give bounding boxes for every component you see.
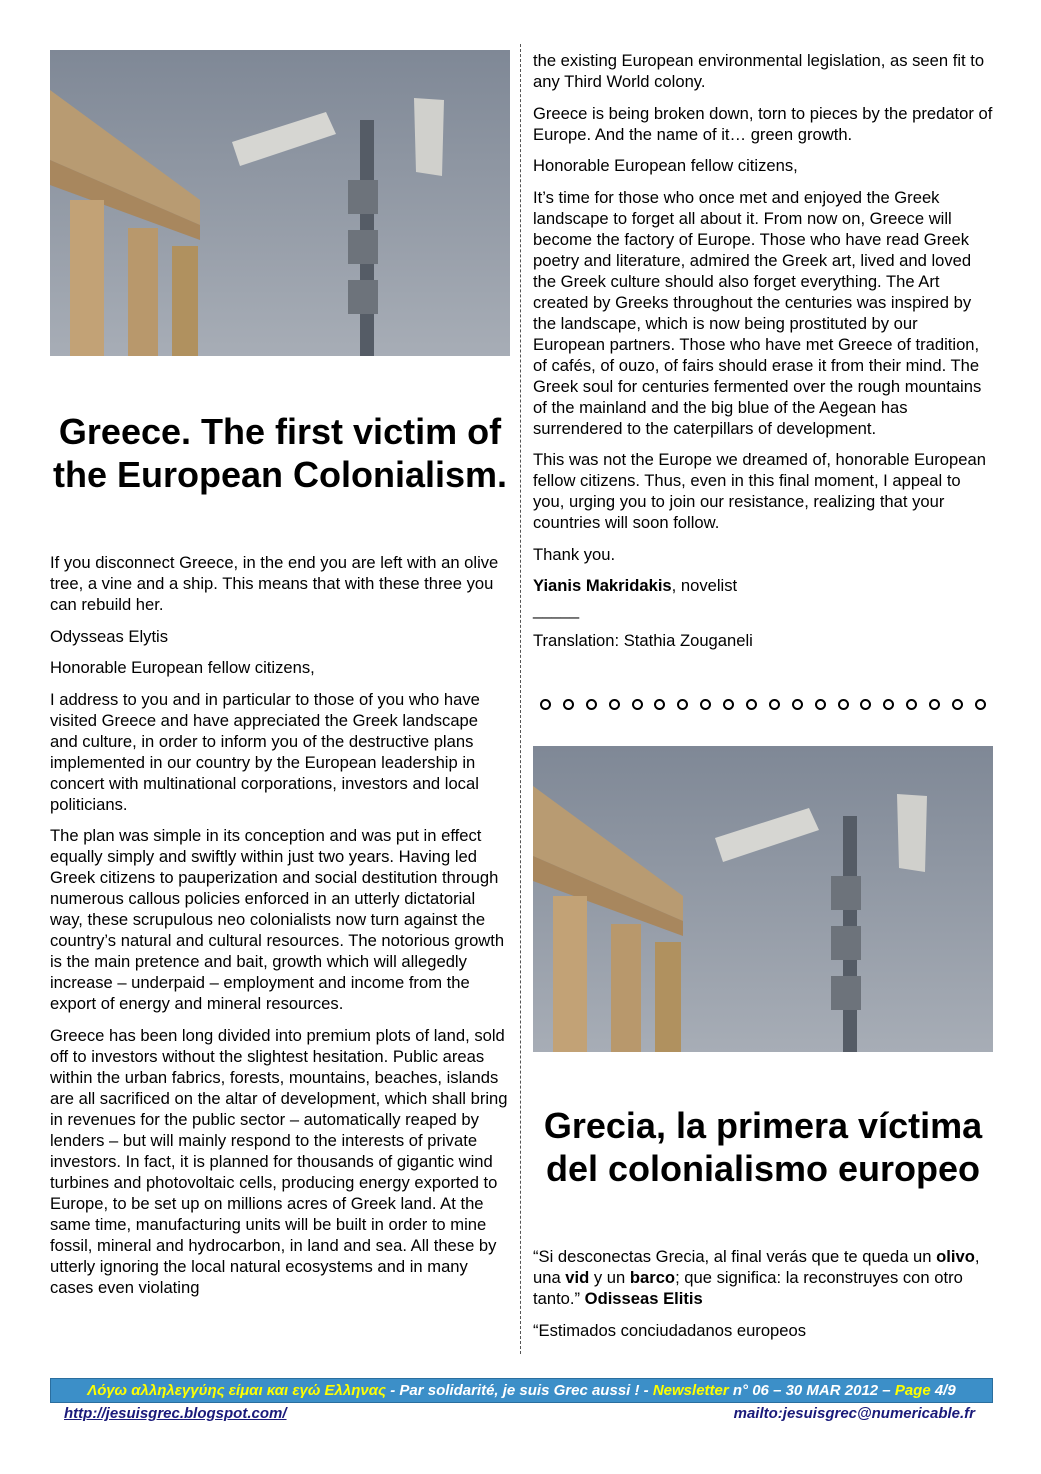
article-title: Greece. The first victim of the European Colonialism. (52, 411, 508, 495)
paragraph: Honorable European fellow citizens, (50, 658, 315, 677)
dot-icon (860, 699, 871, 710)
paragraph: The plan was simple in its conception and was put in effect equally simply and swiftly within just two years. Having led Greek citizens to pauperization and social destitution through numerous callous policies enforced in an utterly dictatorial way, these scrupulous neo colonialists now turn against the country’s natural and cultural resources. The notorious growth is the main pretence and bait, growth which will allegedly increase – underpaid – employment and income from the export of energy and mineral resources. (50, 826, 505, 1013)
dot-icon (563, 699, 574, 710)
dot-icon (677, 699, 688, 710)
dot-icon (769, 699, 780, 710)
paragraph: Honorable European fellow citizens, (533, 156, 798, 175)
dot-icon (700, 699, 711, 710)
footer-banner: Λόγω αλληλεγγύης είμαι και εγώ Ελληνας - Par solidarité, je suis Grec aussi ! - Newsletter n° 06 – 30 MAR 2012 – Page 4/9 (50, 1378, 993, 1403)
photo-parthenon-cameras-2 (533, 746, 993, 1052)
dot-icon (952, 699, 963, 710)
dot-icon (929, 699, 940, 710)
photo-parthenon-cameras (50, 50, 510, 356)
translation-credit: Translation: Stathia Zouganeli (533, 631, 753, 650)
email-link[interactable]: mailto:jesuisgrec@numericable.fr (733, 1405, 975, 1422)
decorative-dots (540, 699, 986, 710)
dot-icon (906, 699, 917, 710)
dot-icon (883, 699, 894, 710)
article-body-left (50, 552, 510, 1308)
dot-icon (815, 699, 826, 710)
dot-icon (838, 699, 849, 710)
dot-icon (632, 699, 643, 710)
paragraph: I address to you and in particular to those of you who have visited Greece and have appreciated the Greek landscape and culture, in order to inform you of the destructive plans implemented in our country by the European leadership in concert with multinational corporations, investors and local politicians. (50, 689, 480, 814)
dot-icon (586, 699, 597, 710)
paragraph: Greece is being broken down, torn to pieces by the predator of Europe. And the name of it… green growth. (533, 103, 993, 144)
column-divider (520, 44, 521, 1354)
separator: _____ (533, 599, 580, 619)
dot-icon (975, 699, 986, 710)
dot-icon (723, 699, 734, 710)
spanish-title: Grecia, la primera víctima del colonialismo europeo (543, 1105, 983, 1189)
paragraph: Greece has been long divided into premium plots of land, sold off to investors without the slightest hesitation. Public areas within the urban fabrics, forests, mountains, beaches, islands are all sacrificed on the altar of development, which shall bring in revenues for the public sector – automatically reaped by lenders – but will mainly respond to the interests of private investors. In fact, it is planned for thousands of gigantic wind turbines and photovoltaic cells, producing energy exported to Europe, to be set up on millions acres of Greek land. At the same time, manufacturing units will be built in order to mine fossil, mineral and hydrocarbon, in land and sea. All these by utterly ignoring the local natural ecosystems and in many cases even violating (50, 1025, 508, 1297)
author-name: Yianis Makridakis (533, 576, 672, 595)
spanish-body (533, 1246, 993, 1351)
paragraph: Odysseas Elytis (50, 626, 169, 646)
paragraph: It’s time for those who once met and enjoyed the Greek landscape to forget all about it. From now on, Greece will become the factory of Europe. Those who have read Greek poetry and literature, admired the Greek art, lived and loved the Greek culture should also forget everything. The Art created by Greeks throughout the centuries was inspired by the landscape, which is now being prostituted by our European partners. Those who have met Greece of tradition, of cafés, of ouzo, of fairs should erase it from their mind. The Greek soul for centuries fermented over the rough mountains of the mainland and the big blue of the Aegean has surrendered to the caterpillars of development. (533, 187, 982, 438)
dot-icon (540, 699, 551, 710)
paragraph: the existing European environmental legislation, as seen fit to any Third World colony. (533, 51, 985, 91)
paragraph: Thank you. (533, 544, 616, 564)
dot-icon (746, 699, 757, 710)
blog-link[interactable]: http://jesuisgrec.blogspot.com/ (64, 1405, 287, 1422)
paragraph: This was not the Europe we dreamed of, honorable European fellow citizens. Thus, even in this final moment, I appeal to you, urging you to join our resistance, realizing that your countries will soon follow. (533, 450, 986, 532)
article-body-right (533, 50, 993, 662)
author-line: Yianis Makridakis, novelist (533, 576, 738, 595)
dot-icon (609, 699, 620, 710)
paragraph: If you disconnect Greece, in the end you are left with an olive tree, a vine and a ship. This means that with these three you can rebuild her. (50, 553, 499, 614)
spanish-quote: “Si desconectas Grecia, al final verás que te queda un olivo, una vid y un barco; que significa: la reconstruyes con otro tanto.” Odisseas Elitis (533, 1247, 980, 1308)
dot-icon (654, 699, 665, 710)
spanish-greeting: “Estimados conciudadanos europeos (533, 1320, 807, 1340)
dot-icon (792, 699, 803, 710)
